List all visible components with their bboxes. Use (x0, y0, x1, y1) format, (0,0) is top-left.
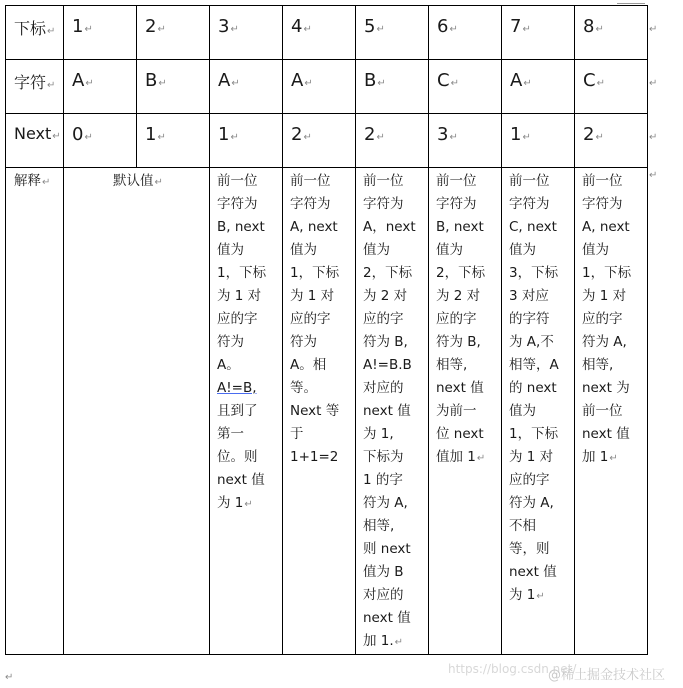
explain-line: 前一位 (582, 403, 623, 419)
char-cell: B↵ (356, 60, 429, 114)
explain-line: 相等，A (509, 357, 559, 373)
explain-line: next 值 (363, 403, 411, 419)
explain-line: 值为 (436, 242, 463, 258)
explain-line: 值为 (363, 242, 390, 258)
explain-line: 相等, (436, 357, 468, 373)
explain-line: 对应的 (363, 380, 404, 396)
index-row-label: 下标↵ (6, 6, 64, 60)
explain-line: 为 1, (363, 426, 394, 442)
explain-line: next 值 (217, 472, 265, 488)
explain-line: 应的字 (509, 472, 550, 488)
explain-line: 值为 (509, 403, 536, 419)
explain-line: 对应的 (363, 587, 404, 603)
index-cell: 8↵ (575, 6, 648, 60)
char-cell: C↵ (429, 60, 502, 114)
index-cell: 6↵ (429, 6, 502, 60)
row-end-mark: ↵ (649, 132, 658, 143)
explain-cell (575, 168, 648, 655)
explain-line: A。相 (290, 357, 327, 373)
next-value-cell: 2↵ (575, 114, 648, 168)
index-cell: 2↵ (137, 6, 210, 60)
explain-line: 为 1 对 (509, 449, 554, 465)
explain-line: 1 的字 (363, 472, 403, 488)
char-cell: A↵ (502, 60, 575, 114)
next-row (6, 114, 648, 168)
explain-line: 值为 B (363, 564, 404, 580)
explain-line: 第一 (217, 426, 244, 442)
explain-line: 符为 A, (509, 495, 554, 511)
explain-line: 为前一 (436, 403, 477, 419)
explain-line: 等。 (290, 380, 317, 396)
kmp-next-table (5, 5, 648, 655)
explain-line: 值加 1↵ (436, 449, 486, 465)
explain-line: 符为 A, (582, 334, 627, 350)
explain-line: A, next (582, 219, 630, 235)
explain-line: 值为 (509, 242, 536, 258)
index-cell: 7↵ (502, 6, 575, 60)
explain-line: 字符为 (582, 196, 623, 212)
next-row-label: Next↵ (6, 114, 64, 168)
next-value-cell: 2↵ (356, 114, 429, 168)
explain-line: 字符为 (436, 196, 477, 212)
explain-line: 不相 (509, 518, 536, 534)
explain-line: 的字符 (509, 311, 550, 327)
explain-line: 值为 (582, 242, 609, 258)
explain-line: A，next (363, 219, 416, 235)
index-cell: 5↵ (356, 6, 429, 60)
explain-line: C, next (509, 219, 557, 235)
next-value-cell: 1↵ (137, 114, 210, 168)
explain-row-label: 解释↵ (6, 168, 64, 655)
explain-line: 字符为 (509, 196, 550, 212)
explain-line: 符为 A, (363, 495, 408, 511)
explain-line: 2，下标 (363, 265, 413, 281)
explain-line: 1+1=2 (290, 449, 339, 465)
explain-line: 2，下标 (436, 265, 486, 281)
explain-line: 前一位 (290, 173, 331, 189)
explain-line: 3，下标 (509, 265, 559, 281)
explain-line: 字符为 (290, 196, 331, 212)
explain-cell (210, 168, 283, 655)
explain-line: 为 1 对 (290, 288, 335, 304)
explain-line: A。 (217, 357, 240, 373)
explain-line: 应的字 (290, 311, 331, 327)
explain-line: 3 对应 (509, 288, 549, 304)
explain-line: 加 1.↵ (363, 633, 404, 649)
explain-line: 为 1↵ (509, 587, 545, 603)
explain-line: 1，下标 (582, 265, 632, 281)
explain-line: 应的字 (436, 311, 477, 327)
explain-line: next 值 (509, 564, 557, 580)
explain-line: 为 2 对 (436, 288, 481, 304)
explain-line: 加 1↵ (582, 449, 618, 465)
explain-line: 符为 (217, 334, 244, 350)
explain-line: 应的字 (582, 311, 623, 327)
char-cell: A↵ (283, 60, 356, 114)
index-cell: 3↵ (210, 6, 283, 60)
next-value-cell: 2↵ (283, 114, 356, 168)
explain-line: 下标为 (363, 449, 404, 465)
paragraph-mark: ↵ (5, 672, 14, 683)
index-row (6, 6, 648, 60)
explain-line: next 值 (363, 610, 411, 626)
explain-line: 前一位 (582, 173, 623, 189)
char-row (6, 60, 648, 114)
default-value-cell: 默认值↵ (64, 168, 210, 655)
next-value-cell: 0↵ (64, 114, 137, 168)
char-cell: A↵ (64, 60, 137, 114)
explain-line: next 为 (582, 380, 630, 396)
watermark-brand: @稀土掘金技术社区 (548, 668, 666, 683)
watermark-url: https://blog.csdn.net/ (448, 662, 577, 676)
explain-line: 位。则 (217, 449, 258, 465)
explain-line: A, next (290, 219, 338, 235)
explain-line: B, next (436, 219, 484, 235)
explain-line: 符为 B, (436, 334, 481, 350)
explain-line: 符为 B, (363, 334, 408, 350)
explain-line: Next 等 (290, 403, 340, 419)
row-end-mark: ↵ (649, 170, 658, 181)
explain-cell (283, 168, 356, 655)
explain-line: 1，下标 (217, 265, 267, 281)
explain-line: 前一位 (436, 173, 477, 189)
explain-line: A!=B, (217, 380, 257, 396)
explain-line: 相等, (582, 357, 614, 373)
explain-row (6, 168, 648, 655)
explain-line: 相等, (363, 518, 395, 534)
explain-line: 字符为 (217, 196, 258, 212)
char-cell: C↵ (575, 60, 648, 114)
explain-line: 字符为 (363, 196, 404, 212)
explain-line: 于 (290, 426, 304, 442)
explain-line: 等，则 (509, 541, 550, 557)
row-end-mark: ↵ (649, 24, 658, 35)
explain-line: 应的字 (363, 311, 404, 327)
explain-line: 1，下标 (290, 265, 340, 281)
top-ruler-line (617, 3, 645, 4)
explain-line: 为 2 对 (363, 288, 408, 304)
explain-cell (502, 168, 575, 655)
explain-line: 1，下标 (509, 426, 559, 442)
explain-line: 应的字 (217, 311, 258, 327)
char-cell: A↵ (210, 60, 283, 114)
explain-line: 为 1↵ (217, 495, 253, 511)
index-cell: 1↵ (64, 6, 137, 60)
explain-line: B, next (217, 219, 265, 235)
next-value-cell: 3↵ (429, 114, 502, 168)
explain-line: 前一位 (217, 173, 258, 189)
char-cell: B↵ (137, 60, 210, 114)
next-value-cell: 1↵ (502, 114, 575, 168)
explain-line: 为 A,不 (509, 334, 554, 350)
explain-line: 前一位 (363, 173, 404, 189)
next-value-cell: 1↵ (210, 114, 283, 168)
index-cell: 4↵ (283, 6, 356, 60)
explain-line: 位 next (436, 426, 484, 442)
char-row-label: 字符↵ (6, 60, 64, 114)
explain-line: next 值 (436, 380, 484, 396)
explain-cell (356, 168, 429, 655)
explain-line: 为 1 对 (217, 288, 262, 304)
explain-line: 的 next (509, 380, 557, 396)
explain-line: next 值 (582, 426, 630, 442)
explain-line: 符为 (290, 334, 317, 350)
explain-line: 值为 (290, 242, 317, 258)
explain-line: 前一位 (509, 173, 550, 189)
explain-line: 值为 (217, 242, 244, 258)
explain-line: A!=B.B (363, 357, 412, 373)
explain-line: 且到了 (217, 403, 258, 419)
explain-cell (429, 168, 502, 655)
row-end-mark: ↵ (649, 78, 658, 89)
explain-line: 为 1 对 (582, 288, 627, 304)
explain-line: 则 next (363, 541, 411, 557)
